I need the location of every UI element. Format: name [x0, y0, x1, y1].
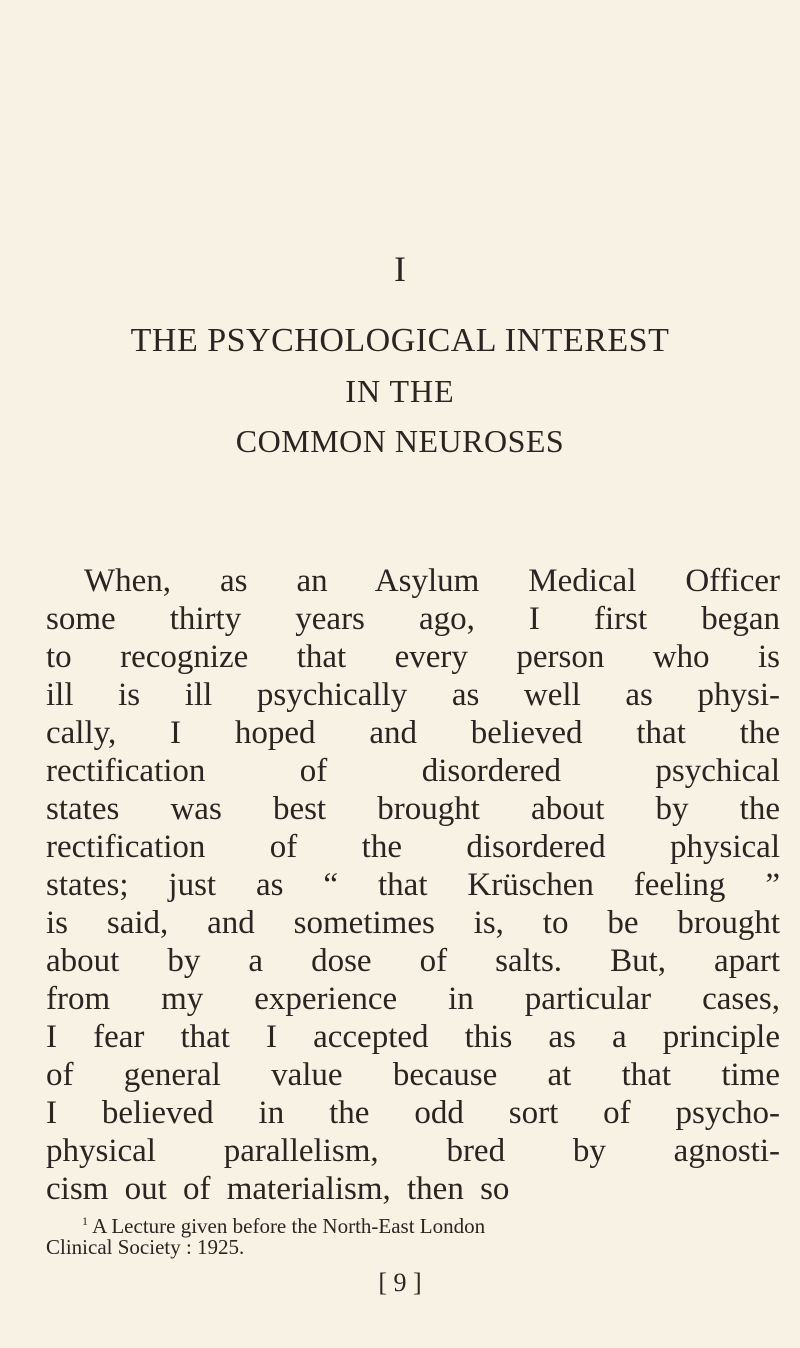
chapter-title-line-1: THE PSYCHOLOGICAL INTEREST [130, 322, 670, 359]
body-line: is said, and sometimes is, to be brought [46, 905, 780, 941]
body-line: of general value because at that time [46, 1057, 780, 1093]
body-line: cism out of materialism, then so [46, 1171, 510, 1207]
body-line: I fear that I accepted this as a principle [46, 1019, 780, 1055]
footnote [46, 1216, 696, 1258]
body-line: physical parallelism, bred by agnosti- [46, 1133, 780, 1169]
body-line: some thirty years ago, I first began [46, 601, 780, 637]
body-line: rectification of the disordered physical [46, 829, 780, 865]
chapter-title-line-2: IN THE [345, 373, 455, 409]
footnote-marker: 1 [82, 1214, 88, 1228]
body-line: When, as an Asylum Medical Officer [84, 563, 780, 599]
page-number: [ 9 ] [378, 1268, 422, 1297]
chapter-number: I [394, 249, 406, 289]
body-line: from my experience in particular cases, [46, 981, 780, 1017]
body-line: rectification of disordered psychical [46, 753, 780, 789]
body-line: states was best brought about by the [46, 791, 780, 827]
body-line: to recognize that every person who is [46, 639, 780, 675]
body-line: about by a dose of salts. But, apart [46, 943, 780, 979]
body-line: states; just as “ that Krüschen feeling ” [46, 867, 780, 903]
body-line: I believed in the odd sort of psycho- [46, 1095, 780, 1131]
body-line: cally, I hoped and believed that the [46, 715, 780, 751]
footnote-line-2: Clinical Society : 1925. [46, 1235, 245, 1259]
body-line: ill is ill psychically as well as physi- [46, 677, 780, 713]
chapter-title-line-3: COMMON NEUROSES [235, 423, 565, 459]
body-text [46, 562, 780, 1208]
footnote-line-1: A Lecture given before the North-East London [92, 1214, 486, 1238]
